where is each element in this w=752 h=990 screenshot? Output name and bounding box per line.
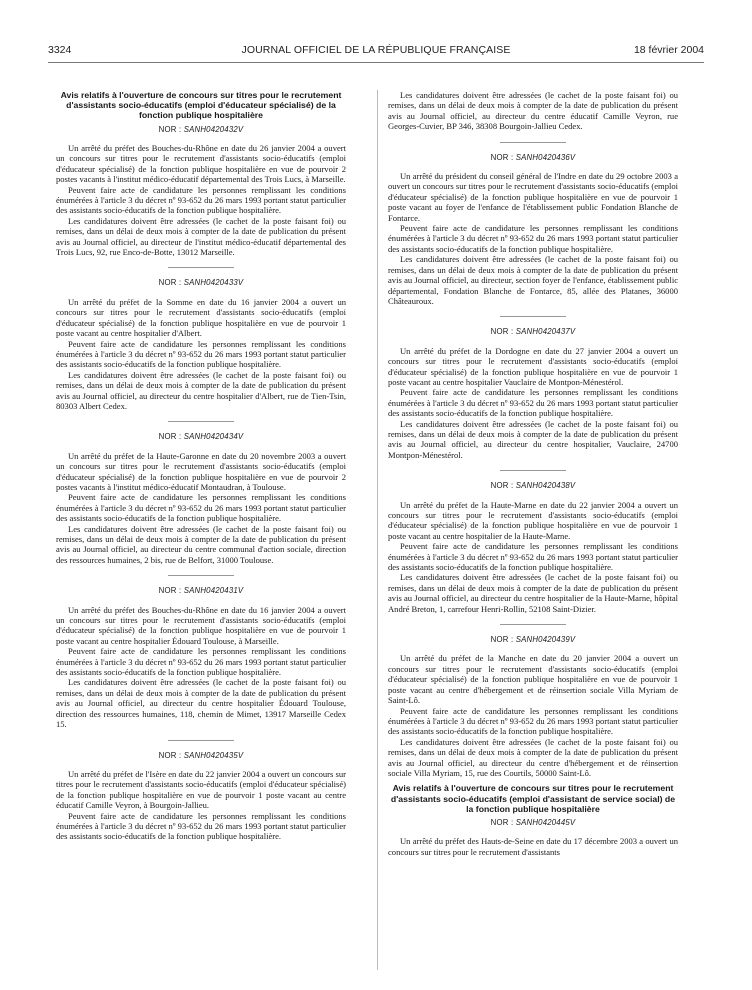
nor-label: NOR : <box>158 278 182 288</box>
notice-paragraph: Un arrêté du préfet de l'Isère en date du 22 janvier 2004 a ouvert un concours sur titres pour le recrutement d'assistants socio-éducatifs (emploi d'éducateur spécialisé) de la fonction publique hospitalière en vue de pourvoir 1 poste vacant au centre éducatif Camille Veyron, à Bourgoin-Jallieu. <box>56 768 346 811</box>
left-column <box>56 90 346 842</box>
nor-reference <box>388 818 678 828</box>
nor-code: SANH0420445V <box>515 817 576 827</box>
page-header <box>48 44 704 58</box>
notice-paragraph: Les candidatures doivent être adressées (le cachet de la poste faisant foi) ou remises, dans un délai de deux mois à compter de la date de publication du présent avis au Journal officiel, au directeur de l'institut médico-éducatif départemental des Trois Lucs, 92, rue Enco-de-Botte, 13012 Marseille. <box>56 215 346 258</box>
notice-separator <box>168 740 234 741</box>
notice <box>388 635 678 778</box>
notice <box>56 125 346 258</box>
notice-paragraph: Un arrêté du préfet des Bouches-du-Rhône en date du 26 janvier 2004 a ouvert un concours sur titres pour le recrutement d'assistants socio-éducatifs (emploi d'éducateur spécialisé) de la fonction publique hospitalière en vue de pourvoir 2 postes vacants à l'institut médico-éducatif départemental des Trois Lucs, à Marseille. <box>56 143 346 185</box>
notice-paragraph: Un arrêté du préfet de la Haute-Garonne en date du 20 novembre 2003 a ouvert un concours sur titres pour le recrutement d'assistants socio-éducatifs (emploi d'éducateur spécialisé) de la fonction publique hospitalière en vue de pourvoir 2 postes vacants à l'institut médico-éducatif Montaudran, à Toulouse. <box>56 450 346 492</box>
column-divider <box>377 90 378 970</box>
nor-reference <box>56 432 346 442</box>
page-number: 3324 <box>48 44 72 56</box>
notice-separator <box>500 470 566 471</box>
nor-code: SANH0420432V <box>183 124 244 134</box>
nor-reference <box>388 327 678 337</box>
nor-label: NOR : <box>490 481 514 491</box>
notice-paragraph: Les candidatures doivent être adressées (le cachet de la poste faisant foi) ou remises, dans un délai de deux mois à compter de la date de publication du présent avis au Journal officiel, au directeur du centre hospitalier, Vauclaire, 24700 Montpon-Ménestérol. <box>388 418 678 460</box>
notice-paragraph: Un arrêté du préfet des Bouches-du-Rhône en date du 16 janvier 2004 a ouvert un concours sur titres pour le recrutement d'assistants socio-éducatifs (emploi d'éducateur spécialisé) de la fonction publique hospitalière en vue de pourvoir 1 poste vacant au centre hospitalier Édouard Toulouse, à Marseille. <box>56 604 346 646</box>
notice-paragraph: Un arrêté du préfet de la Dordogne en date du 27 janvier 2004 a ouvert un concours sur titres pour le recrutement d'assistants socio-éducatifs (emploi d'éducateur spécialisé) de la fonction publique hospitalière en vue de pourvoir 1 poste vacant au centre hospitalier Vauclaire de Montpon-Ménestérol. <box>388 345 678 387</box>
notice-paragraph: Un arrêté du président du conseil général de l'Indre en date du 29 octobre 2003 a ouvert un concours sur titres pour le recrutement d'assistants socio-éducatifs (emploi d'éducateur spécialisé) de la fonction publique hospitalière en vue de pourvoir 1 poste vacant au foyer de l'enfance de l'établissement public Fondation Blanche de Fontarce. <box>388 171 678 223</box>
nor-code: SANH0420437V <box>515 327 576 337</box>
notice <box>388 153 678 307</box>
nor-label: NOR : <box>490 327 514 337</box>
notice <box>56 586 346 729</box>
nor-code: SANH0420433V <box>183 278 244 288</box>
notice-paragraph: Un arrêté du préfet de la Manche en date du 20 janvier 2004 a ouvert un concours sur titres pour le recrutement d'assistants socio-éducatifs (emploi d'éducateur spécialisé) de la fonction publique hospitalière en vue de pourvoir 1 poste vacant au centre d'hébergement et de réinsertion sociale Villa Myriam de Saint-Lô. <box>388 653 678 706</box>
nor-code: SANH0420431V <box>183 586 244 596</box>
notice-separator <box>168 575 234 576</box>
notice-paragraph: Peuvent faire acte de candidature les personnes remplissant les conditions énumérées à l'article 3 du décret nº 93-652 du 26 mars 1993 portant statut particulier des assistants socio-éducatifs de la fonction publique hospitalière. <box>388 387 678 419</box>
notice-separator <box>500 624 566 625</box>
notice-paragraph: Les candidatures doivent être adressées (le cachet de la poste faisant foi) ou remises, dans un délai de deux mois à compter de la date de publication du présent avis au Journal officiel, au directeur du centre communal d'action sociale, direction des ressources humaines, 2 bis, rue de Belfort, 31000 Toulouse. <box>56 523 346 565</box>
notice-paragraph: Peuvent faire acte de candidature les personnes remplissant les conditions énumérées à l'article 3 du décret nº 93-652 du 26 mars 1993 portant statut particulier des assistants socio-éducatifs de la fonction publique hospitalière. <box>56 184 346 216</box>
nor-label: NOR : <box>158 124 182 134</box>
nor-reference <box>56 751 346 761</box>
notice <box>56 278 346 411</box>
notice-separator <box>500 142 566 143</box>
nor-label: NOR : <box>158 750 182 760</box>
nor-reference <box>388 635 678 645</box>
right-column <box>388 90 678 857</box>
notice-paragraph: Les candidatures doivent être adressées (le cachet de la poste faisant foi) ou remises, dans un délai de deux mois à compter de la date de publication du présent avis au Journal officiel, au directeur du centre hospitalier Édouard Toulouse, direction des ressources humaines, 118, chemin de Mimet, 13917 Marseille Cedex 15. <box>56 677 346 730</box>
continuation-paragraph: Les candidatures doivent être adressées (le cachet de la poste faisant foi) ou remises, dans un délai de deux mois à compter de la date de publication du présent avis au Journal officiel, au directeur du centre éducatif Camille Veyron, rue Georges-Cuvier, BP 346, 38308 Bourgoin-Jallieu Cedex. <box>388 90 678 132</box>
nor-code: SANH0420434V <box>183 432 244 442</box>
notice-paragraph: Un arrêté du préfet de la Somme en date du 16 janvier 2004 a ouvert un concours sur titres pour le recrutement d'assistants socio-éducatifs (emploi d'éducateur spécialisé) de la fonction publique hospitalière en vue de pourvoir 1 poste vacant au centre hospitalier d'Albert. <box>56 296 346 339</box>
notice-paragraph: Peuvent faire acte de candidature les personnes remplissant les conditions énumérées à l'article 3 du décret nº 93-652 du 26 mars 1993 portant statut particulier des assistants socio-éducatifs de la fonction publique hospitalière. <box>388 705 678 737</box>
notice-paragraph: Un arrêté du préfet de la Haute-Marne en date du 22 janvier 2004 a ouvert un concours sur titres pour le recrutement d'assistants socio-éducatifs (emploi d'éducateur spécialisé) de la fonction publique hospitalière en vue de pourvoir 1 poste vacant au centre hospitalier de la Haute-Marne. <box>388 499 678 541</box>
issue-date: 18 février 2004 <box>633 44 704 56</box>
journal-title: JOURNAL OFFICIEL DE LA RÉPUBLIQUE FRANÇAISE <box>241 44 511 56</box>
nor-code: SANH0420438V <box>515 481 576 491</box>
section-title: Avis relatifs à l'ouverture de concours sur titres pour le recrutement d'assistants socio-éducatifs (emploi d'éducateur spécialisé) de la fonction publique hospitalière <box>60 90 342 121</box>
notice-paragraph: Les candidatures doivent être adressées (le cachet de la poste faisant foi) ou remises, dans un délai de deux mois à compter de la date de publication du présent avis au Journal officiel, au directeur du centre hospitalier de la Haute-Marne, hôpital André Breton, 1, carrefour Henri-Rollin, 52108 Saint-Dizier. <box>388 572 678 614</box>
notice <box>56 432 346 565</box>
notice-separator <box>168 421 234 422</box>
nor-code: SANH0420435V <box>183 750 244 760</box>
notice-separator <box>168 267 234 268</box>
notice-separator <box>500 316 566 317</box>
nor-label: NOR : <box>490 635 514 645</box>
notice <box>388 327 678 460</box>
notice-paragraph: Peuvent faire acte de candidature les personnes remplissant les conditions énumérées à l'article 3 du décret nº 93-652 du 26 mars 1993 portant statut particulier des assistants socio-éducatifs de la fonction publique hospitalière. <box>388 541 678 573</box>
notice-paragraph: Peuvent faire acte de candidature les personnes remplissant les conditions énumérées à l'article 3 du décret nº 93-652 du 26 mars 1993 portant statut particulier des assistants socio-éducatifs de la fonction publique hospitalière. <box>56 338 346 370</box>
nor-label: NOR : <box>158 586 182 596</box>
nor-code: SANH0420436V <box>515 152 576 162</box>
notice-paragraph: Les candidatures doivent être adressées (le cachet de la poste faisant foi) ou remises, dans un délai de deux mois à compter de la date de publication du présent avis au Journal officiel, au directeur du centre hospitalier d'Albert, rue de Tien-Tsin, 80303 Albert Cedex. <box>56 369 346 411</box>
nor-label: NOR : <box>490 817 514 827</box>
notice <box>56 751 346 842</box>
notice-paragraph: Peuvent faire acte de candidature les personnes remplissant les conditions énumérées à l'article 3 du décret nº 93-652 du 26 mars 1993 portant statut particulier des assistants socio-éducatifs de la fonction publique hospitalière. <box>56 492 346 524</box>
notice-paragraph: Peuvent faire acte de candidature les personnes remplissant les conditions énumérées à l'article 3 du décret nº 93-652 du 26 mars 1993 portant statut particulier des assistants socio-éducatifs de la fonction publique hospitalière. <box>388 223 678 254</box>
header-rule <box>48 62 704 63</box>
nor-reference <box>56 125 346 135</box>
notice-paragraph: Un arrêté du préfet des Hauts-de-Seine en date du 17 décembre 2003 a ouvert un concours sur titres pour le recrutement d'assistants <box>388 836 678 857</box>
nor-reference <box>388 153 678 163</box>
nor-label: NOR : <box>490 152 514 162</box>
nor-code: SANH0420439V <box>515 635 576 645</box>
notice-paragraph: Peuvent faire acte de candidature les personnes remplissant les conditions énumérées à l'article 3 du décret nº 93-652 du 26 mars 1993 portant statut particulier des assistants socio-éducatifs de la fonction publique hospitalière. <box>56 646 346 678</box>
nor-reference <box>56 586 346 596</box>
notice-paragraph: Les candidatures doivent être adressées (le cachet de la poste faisant foi) ou remises, dans un délai de deux mois à compter de la date de publication du présent avis au Journal officiel, au directeur du centre d'hébergement et de réinsertion sociale Villa Myriam, 15, rue des Courtils, 50000 Saint-Lô. <box>388 736 678 778</box>
nor-reference <box>56 278 346 288</box>
nor-label: NOR : <box>158 432 182 442</box>
nor-reference <box>388 481 678 491</box>
notice-paragraph: Peuvent faire acte de candidature les personnes remplissant les conditions énumérées à l'article 3 du décret nº 93-652 du 26 mars 1993 portant statut particulier des assistants socio-éducatifs de la fonction publique hospitalière. <box>56 810 346 842</box>
notice <box>388 481 678 614</box>
notice-paragraph: Les candidatures doivent être adressées (le cachet de la poste faisant foi) ou remises, dans un délai de deux mois à compter de la date de publication du présent avis au Journal officiel, au directeur, section foyer de l'enfance, établissement public départemental, Fondation Blanche de Fontarce, 85, allée des Platanes, 36000 Châteauroux. <box>388 254 678 306</box>
section-title: Avis relatifs à l'ouverture de concours sur titres pour le recrutement d'assistants socio-éducatifs (emploi d'assistant de service social) de la fonction publique hospitalière <box>390 783 676 814</box>
